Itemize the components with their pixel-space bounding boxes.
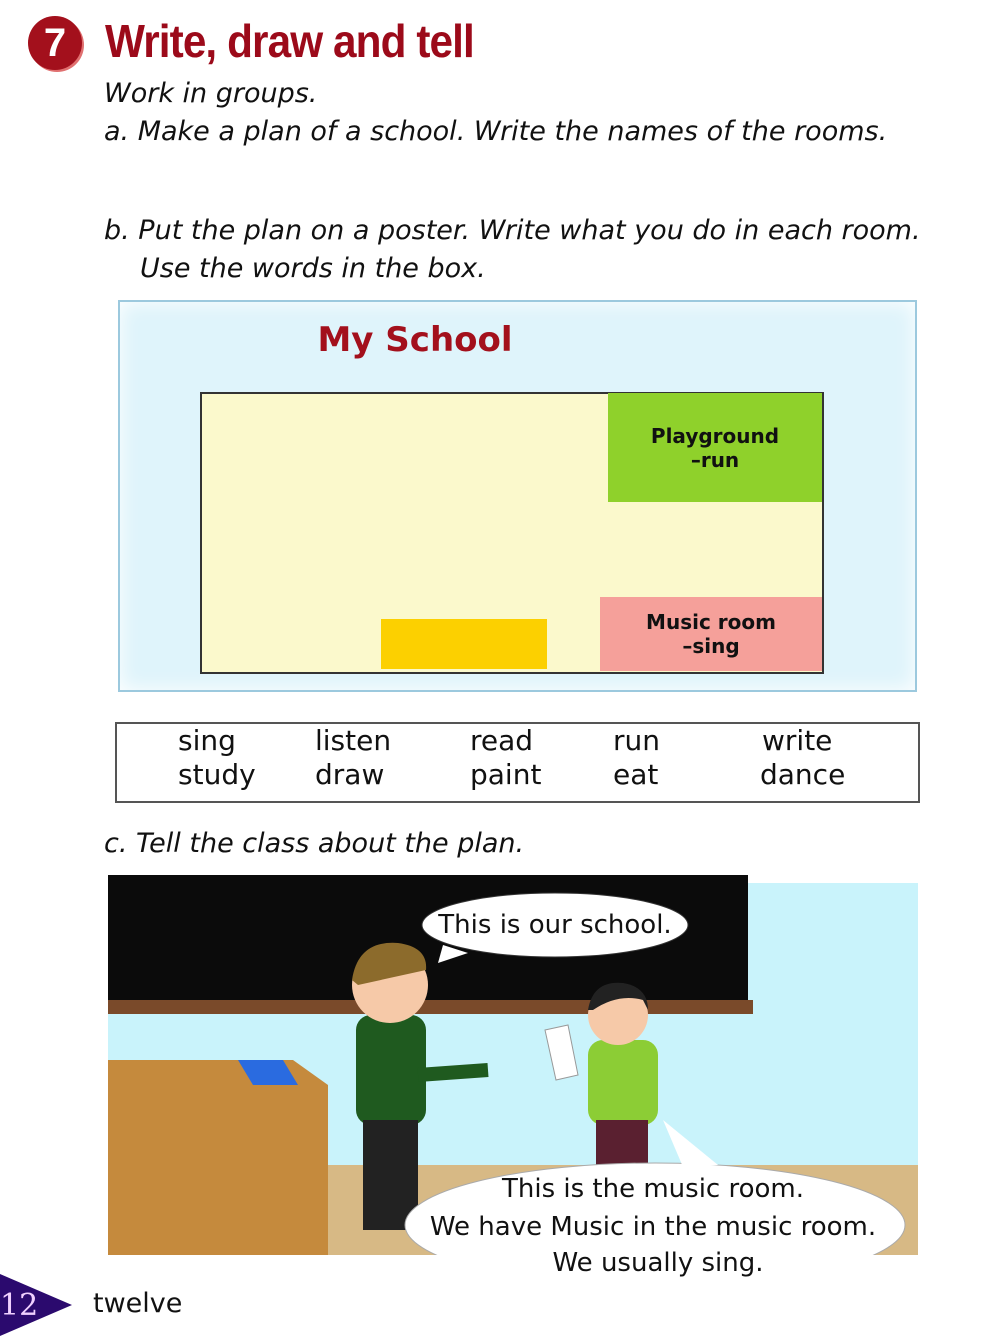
room-blank <box>381 619 547 669</box>
word: dance <box>760 758 846 791</box>
exercise-title: Write, draw and tell <box>105 15 474 67</box>
room-name: Music room <box>646 610 776 634</box>
room-activity: –run <box>690 447 740 472</box>
bubble2-line1: This is the music room. <box>501 1174 805 1204</box>
room-music <box>600 597 822 671</box>
bubble2-line3: We usually sing. <box>552 1248 764 1278</box>
instruction-a: a. Make a plan of a school. Write the names of the rooms. <box>104 116 888 147</box>
word: listen <box>315 724 392 757</box>
instruction-b1: b. Put the plan on a poster. Write what you do in each room. <box>104 215 921 246</box>
word: eat <box>613 758 659 791</box>
room-activity: –sing <box>682 634 740 658</box>
bubble2-line2: We have Music in the music room. <box>429 1212 877 1242</box>
word: read <box>470 724 534 757</box>
word: sing <box>178 724 236 757</box>
bubble1-text: This is our school. <box>438 910 672 940</box>
instruction-intro: Work in groups. <box>104 78 318 109</box>
word: run <box>613 724 661 757</box>
desk <box>108 1060 328 1255</box>
word: study <box>178 758 256 791</box>
page-number-word: twelve <box>93 1288 183 1319</box>
word: draw <box>315 758 385 791</box>
exercise-number-badge: 7 <box>28 16 82 70</box>
instruction-b2: Use the words in the box. <box>140 253 486 284</box>
page-number: 12 <box>0 1288 39 1323</box>
room-name: Playground <box>650 423 780 448</box>
board-ledge <box>108 1000 753 1014</box>
classroom-illustration <box>108 875 918 1255</box>
instruction-c: c. Tell the class about the plan. <box>104 828 525 859</box>
word: write <box>762 724 833 757</box>
poster-title: My School <box>317 320 513 360</box>
word: paint <box>470 758 542 791</box>
room-playground <box>608 393 822 502</box>
